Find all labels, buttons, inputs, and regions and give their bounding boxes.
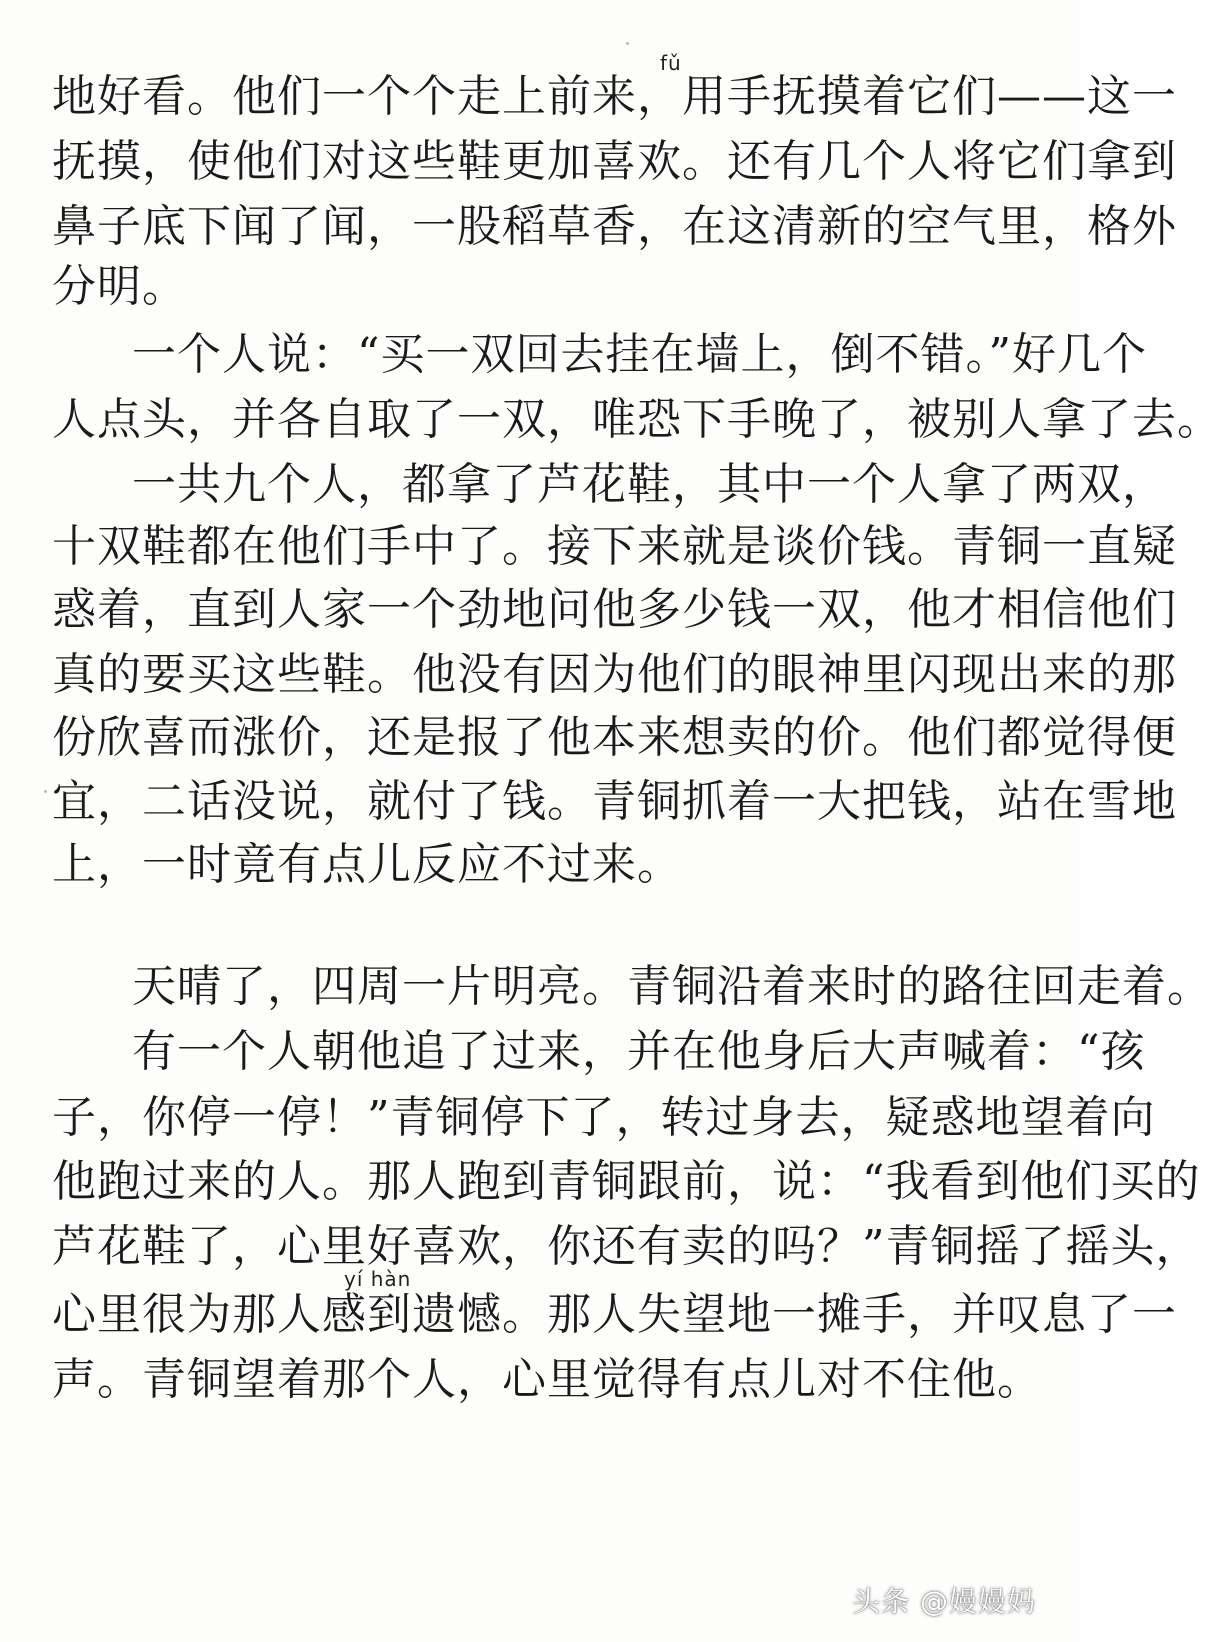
text-line: 鼻子底下闻了闻，一股稻草香，在这清新的空气里，格外 — [52, 201, 1177, 252]
text-line: 一共九个人，都拿了芦花鞋，其中一个人拿了两双， — [132, 459, 1167, 510]
pinyin-annotation-fu: fǔ — [660, 51, 682, 75]
text-line: 声。青铜望着那个人，心里觉得有点儿对不住他。 — [52, 1354, 1042, 1405]
text-line: 天晴了，四周一片明亮。青铜沿着来时的路往回走着。 — [132, 961, 1212, 1012]
paper-speck — [44, 790, 47, 793]
text-line: 上，一时竟有点儿反应不过来。 — [52, 839, 682, 890]
text-line: 他跑过来的人。那人跑到青铜跟前，说：“我看到他们买的 — [52, 1156, 1201, 1207]
pinyin-annotation-yihan: yí hàn — [344, 1267, 412, 1291]
text-line: 子，你停一停！”青铜停下了，转过身去，疑惑地望着向 — [52, 1092, 1156, 1143]
source-watermark: 头条 @嫚嫚妈 — [852, 1585, 1036, 1618]
text-line: 有一个人朝他追了过来，并在他身后大声喊着：“孩 — [132, 1026, 1146, 1077]
text-line: 真的要买这些鞋。他没有因为他们的眼神里闪现出来的那 — [52, 649, 1177, 700]
text-line: 分明。 — [52, 261, 187, 312]
text-line: 份欣喜而涨价，还是报了他本来想卖的价。他们都觉得便 — [52, 712, 1177, 763]
text-line: 地好看。他们一个个走上前来，用手抚摸着它们——这一 — [52, 71, 1177, 122]
text-line: 宜，二话没说，就付了钱。青铜抓着一大把钱，站在雪地 — [52, 776, 1177, 827]
paper-speck — [626, 42, 629, 45]
text-line: 一个人说：“买一双回去挂在墙上，倒不错。”好几个 — [132, 329, 1147, 380]
text-line: 人点头，并各自取了一双，唯恐下手晚了，被别人拿了去。 — [52, 394, 1222, 445]
text-line: 十双鞋都在他们手中了。接下来就是谈价钱。青铜一直疑 — [52, 521, 1177, 572]
text-line: 惑着，直到人家一个劲地问他多少钱一双，他才相信他们 — [52, 584, 1177, 635]
text-line: 心里很为那人感到遗憾。那人失望地一摊手，并叹息了一 — [52, 1289, 1177, 1340]
text-line: 芦花鞋了，心里好喜欢，你还有卖的吗？”青铜摇了摇头， — [52, 1221, 1201, 1272]
text-line: 抚摸，使他们对这些鞋更加喜欢。还有几个人将它们拿到 — [52, 136, 1177, 187]
